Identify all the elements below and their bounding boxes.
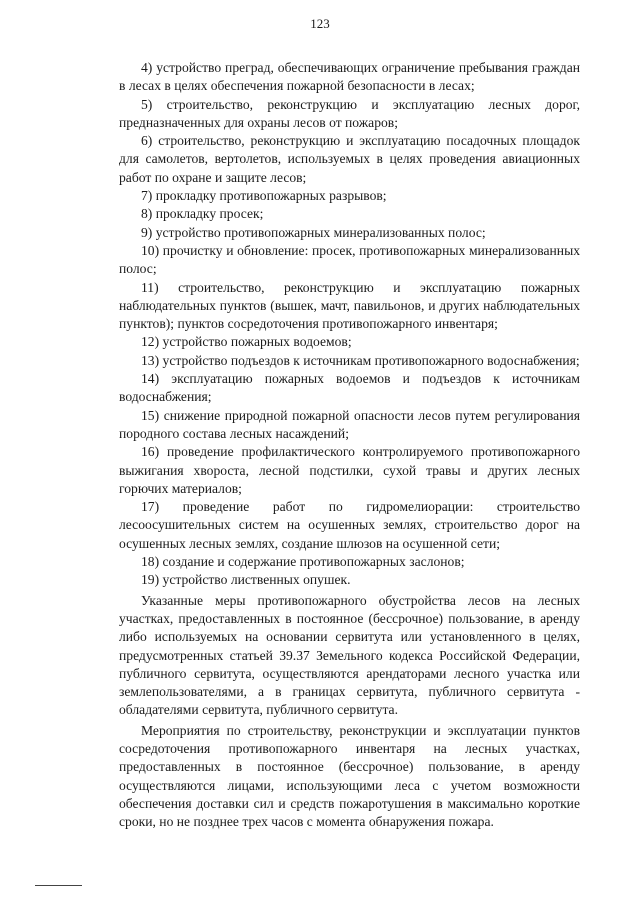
body-paragraph: Мероприятия по строительству, реконструкции и эксплуатации пунктов сосредоточения противопожарного инвентаря на лесных участках, предоставленных в постоянное (бессрочное) пользование, в аренду осуществляются лицами, использующими леса с учетом возможности обеспечения доставки сил и средств пожаротушения в максимально короткие сроки, но не позднее трех часов с момента обнаружения пожара. [119,722,580,830]
list-item-11: 11) строительство, реконструкцию и эксплуатацию пожарных наблюдательных пунктов (вышек, мачт, павильонов, и других наблюдательных пунктов); пунктов сосредоточения противопожарного инвентаря; [119,279,580,332]
list-item-7: 7) прокладку противопожарных разрывов; [141,188,387,204]
list-item-4: 4) устройство преград, обеспечивающих ограничение пребывания граждан в лесах в целях обеспечения пожарной безопасности в лесах; [119,60,580,94]
list-item-16: 16) проведение профилактического контролируемого противопожарного выжигания хвороста, лесной подстилки, сухой травы и других лесных горючих материалов; [119,444,580,496]
list-item-14: 14) эксплуатацию пожарных водоемов и подъездов к источникам водоснабжения; [119,371,580,405]
body-paragraph: Указанные меры противопожарного обустройства лесов на лесных участках, предоставленных в постоянное (бессрочное) пользование, в аренду либо используемых на основании сервитута или установленного в целях, предусмотренных статьей 39.37 Земельного кодекса Российской Федерации, публичного сервитута, осуществляются арендаторами лесного участка или землепользователями, а в границах сервитута, публичного сервитута - обладателями сервитута, публичного сервитута. [119,592,580,718]
list-item-10: 10) прочистку и обновление: просек, противопожарных минерализованных полос; [119,242,580,277]
list-item-17: 17) проведение работ по гидромелиорации: строительство лесоосушительных систем на осушенных землях, строительство дорог на осушенных лесных землях, создание шлюзов на осушенной сети; [119,499,580,551]
list-item-5: 5) строительство, реконструкцию и эксплуатацию лесных дорог, предназначенных для охраны лесов от пожаров; [119,96,580,130]
list-item-8: 8) прокладку просек; [141,206,264,222]
list-item-9: 9) устройство противопожарных минерализованных полос; [141,224,486,240]
list-item-13: 13) устройство подъездов к источникам противопожарного водоснабжения; [141,352,580,368]
list-item-18: 18) создание и содержание противопожарных заслонов; [141,554,465,570]
list-item-12: 12) устройство пожарных водоемов; [141,334,352,350]
list-item-19: 19) устройство лиственных опушек. [141,572,351,588]
footnote-divider [35,885,82,886]
page-number: 123 [310,16,330,31]
list-item-15: 15) снижение природной пожарной опасности лесов путем регулирования породного состава лесных насаждений; [119,407,580,441]
document-body [119,59,580,831]
list-item-6: 6) строительство, реконструкцию и эксплуатацию посадочных площадок для самолетов, вертолетов, используемых в целях проведения авиационных работ по охране и защите лесов; [119,133,580,185]
